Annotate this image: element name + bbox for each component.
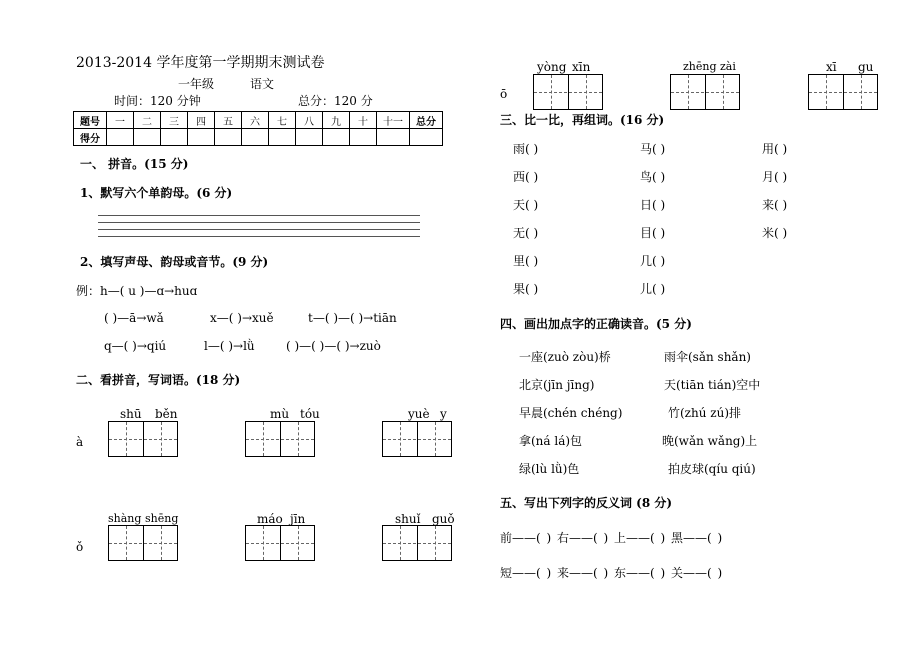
character-grid[interactable] bbox=[670, 74, 740, 110]
character-grid[interactable] bbox=[245, 421, 315, 457]
section-1-q1: 1、默写六个单韵母。(6 分) bbox=[80, 186, 233, 200]
exam-title: 2013-2014 学年度第一学期期末测试卷 bbox=[76, 55, 325, 71]
character-grid[interactable] bbox=[533, 74, 603, 110]
pinyin: shū bbox=[120, 407, 142, 421]
pinyin: yuè bbox=[408, 407, 430, 421]
reading-item[interactable]: 晚(wǎn wǎng)上 bbox=[662, 434, 758, 448]
pinyin: shàng bbox=[108, 512, 142, 525]
section-5-heading: 五、写出下列字的反义词 (8 分) bbox=[500, 496, 673, 510]
pinyin: zhēng bbox=[683, 60, 717, 73]
score-cell[interactable] bbox=[134, 129, 161, 146]
pinyin: shēng bbox=[145, 512, 179, 525]
score-col: 七 bbox=[269, 112, 296, 129]
compare-item[interactable]: 里( ) bbox=[513, 254, 539, 268]
score-cell[interactable] bbox=[188, 129, 215, 146]
pinyin: guǒ bbox=[432, 512, 455, 526]
score-cell[interactable] bbox=[215, 129, 242, 146]
compare-item[interactable]: 来( ) bbox=[762, 198, 788, 212]
score-table-row-label: 题号 bbox=[74, 112, 107, 129]
stray-mark: à bbox=[76, 435, 84, 449]
compare-item[interactable]: 鸟( ) bbox=[640, 170, 666, 184]
score-col: 一 bbox=[107, 112, 134, 129]
pinyin: mù bbox=[270, 407, 290, 421]
score-col: 四 bbox=[188, 112, 215, 129]
reading-item[interactable]: 拍皮球(qíu qiú) bbox=[668, 462, 756, 476]
score-col: 十一 bbox=[377, 112, 410, 129]
score-cell[interactable] bbox=[269, 129, 296, 146]
pinyin: tóu bbox=[300, 407, 320, 421]
score-cell[interactable] bbox=[377, 129, 410, 146]
score-cell[interactable] bbox=[323, 129, 350, 146]
character-grid[interactable] bbox=[108, 525, 178, 561]
score-col: 九 bbox=[323, 112, 350, 129]
pinyin: jīn bbox=[290, 512, 306, 526]
compare-item[interactable]: 天( ) bbox=[513, 198, 539, 212]
reading-item[interactable]: 雨伞(sǎn shǎn) bbox=[664, 350, 751, 364]
pinyin: gu bbox=[858, 60, 874, 74]
fill-item[interactable]: l—( )→lǜ bbox=[204, 339, 255, 353]
reading-item[interactable]: 拿(ná lá)包 bbox=[519, 434, 583, 448]
score-cell[interactable] bbox=[161, 129, 188, 146]
score-col: 二 bbox=[134, 112, 161, 129]
compare-item[interactable]: 雨( ) bbox=[513, 142, 539, 156]
subject-label: 语文 bbox=[250, 77, 275, 91]
pinyin: xī bbox=[826, 60, 837, 74]
compare-item[interactable]: 米( ) bbox=[762, 226, 788, 240]
section-4-heading: 四、画出加点字的正确读音。(5 分) bbox=[500, 317, 692, 331]
fill-item[interactable]: t—( )—( )→tiān bbox=[308, 311, 397, 325]
compare-item[interactable]: 用( ) bbox=[762, 142, 788, 156]
score-cell[interactable] bbox=[242, 129, 269, 146]
compare-item[interactable]: 儿( ) bbox=[640, 282, 666, 296]
pinyin: běn bbox=[155, 407, 178, 421]
score-cell[interactable] bbox=[296, 129, 323, 146]
pinyin: máo bbox=[257, 512, 283, 526]
score-cell[interactable] bbox=[350, 129, 377, 146]
score-col: 五 bbox=[215, 112, 242, 129]
section-3-heading: 三、比一比，再组词。(16 分) bbox=[500, 113, 665, 127]
stray-mark: ō bbox=[500, 87, 508, 101]
compare-item[interactable]: 月( ) bbox=[762, 170, 788, 184]
score-col: 八 bbox=[296, 112, 323, 129]
compare-item[interactable]: 无( ) bbox=[513, 226, 539, 240]
score-col: 十 bbox=[350, 112, 377, 129]
stray-mark: ǒ bbox=[76, 540, 84, 554]
character-grid[interactable] bbox=[808, 74, 878, 110]
pinyin: zài bbox=[720, 60, 736, 73]
score-col-total: 总分 bbox=[410, 112, 443, 129]
section-1-heading: 一、 拼音。(15 分) bbox=[80, 157, 189, 171]
fill-item[interactable]: q—( )→qiú bbox=[104, 339, 167, 353]
score-cell[interactable] bbox=[410, 129, 443, 146]
antonym-row[interactable]: 短——( ) 来——( ) 东——( ) 关——( ) bbox=[500, 566, 723, 580]
character-grid[interactable] bbox=[382, 421, 452, 457]
score-table-score-row bbox=[74, 129, 443, 146]
time-label: 时间：120 分钟 bbox=[114, 94, 201, 108]
fill-item[interactable]: ( )—ā→wǎ bbox=[104, 311, 164, 325]
reading-item[interactable]: 早晨(chén chéng) bbox=[519, 406, 623, 420]
example-line: 例：h—( u )—ɑ→huɑ bbox=[76, 284, 198, 298]
pinyin: y bbox=[440, 407, 447, 421]
compare-item[interactable]: 日( ) bbox=[640, 198, 666, 212]
pinyin: xīn bbox=[572, 60, 591, 74]
reading-item[interactable]: 绿(lù lǜ)色 bbox=[519, 462, 580, 476]
pinyin: shuǐ bbox=[395, 512, 421, 526]
reading-item[interactable]: 天(tiān tián)空中 bbox=[664, 378, 761, 392]
reading-item[interactable]: 北京(jīn jīng) bbox=[519, 378, 595, 392]
score-table-header-row bbox=[74, 112, 443, 129]
score-col: 三 bbox=[161, 112, 188, 129]
grade-label: 一年级 bbox=[178, 77, 215, 91]
character-grid[interactable] bbox=[108, 421, 178, 457]
section-2-heading: 二、看拼音，写词语。(18 分) bbox=[76, 373, 241, 387]
score-cell[interactable] bbox=[107, 129, 134, 146]
fill-item[interactable]: ( )—( )—( )→zuò bbox=[286, 339, 381, 353]
character-grid[interactable] bbox=[382, 525, 452, 561]
reading-item[interactable]: 一座(zuò zòu)桥 bbox=[519, 350, 611, 364]
writing-lines[interactable] bbox=[98, 209, 420, 237]
pinyin: yòng bbox=[537, 60, 567, 74]
compare-item[interactable]: 几( ) bbox=[640, 254, 666, 268]
score-col: 六 bbox=[242, 112, 269, 129]
compare-item[interactable]: 西( ) bbox=[513, 170, 539, 184]
total-score-label: 总分：120 分 bbox=[298, 94, 373, 108]
character-grid[interactable] bbox=[245, 525, 315, 561]
compare-item[interactable]: 目( ) bbox=[640, 226, 666, 240]
section-1-q2: 2、填写声母、韵母或音节。(9 分) bbox=[80, 255, 269, 269]
reading-item[interactable]: 竹(zhú zú)排 bbox=[668, 406, 742, 420]
score-table bbox=[73, 111, 443, 146]
compare-item[interactable]: 马( ) bbox=[640, 142, 666, 156]
fill-item[interactable]: x—( )→xuě bbox=[210, 311, 274, 325]
score-table-row-label: 得分 bbox=[74, 129, 107, 146]
compare-item[interactable]: 果( ) bbox=[513, 282, 539, 296]
antonym-row[interactable]: 前——( ) 右——( ) 上——( ) 黑——( ) bbox=[500, 531, 723, 545]
